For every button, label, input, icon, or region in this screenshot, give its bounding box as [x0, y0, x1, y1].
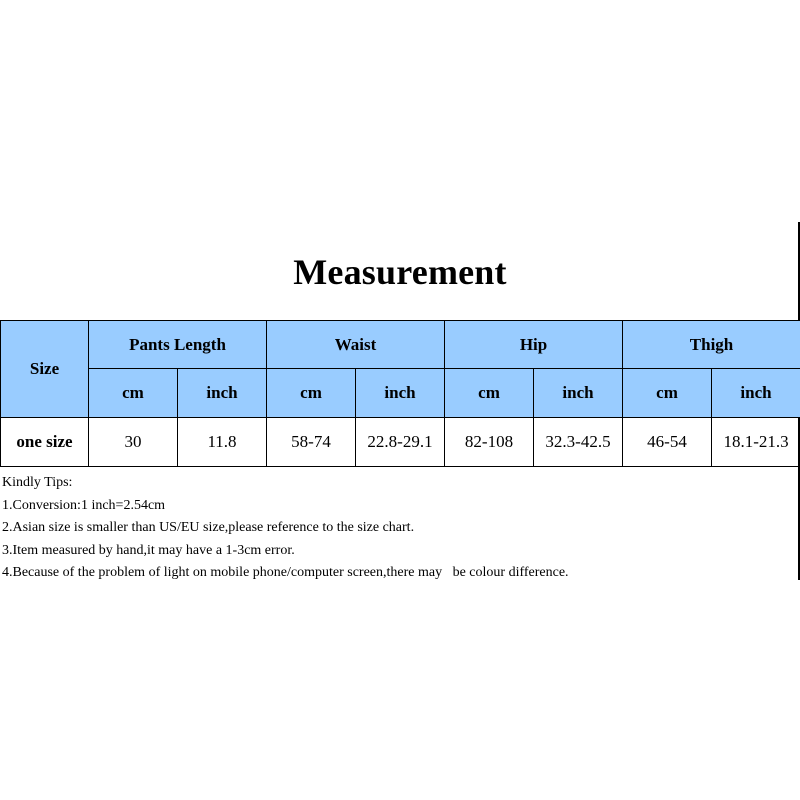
table-cell: 82-108	[445, 418, 534, 467]
table-cell: 46-54	[623, 418, 712, 467]
row-label: one size	[1, 418, 89, 467]
table-cell: 32.3-42.5	[534, 418, 623, 467]
tip-item: 1.Conversion:1 inch=2.54cm	[2, 497, 166, 513]
unit-header: inch	[712, 369, 800, 418]
unit-header: cm	[267, 369, 356, 418]
kindly-tips	[2, 472, 792, 585]
size-header: Size	[1, 321, 89, 418]
tips-heading: Kindly Tips:	[2, 475, 73, 490]
group-header-pants-length: Pants Length	[89, 321, 267, 369]
table-cell: 30	[89, 418, 178, 467]
table-row	[1, 418, 800, 467]
page-title: Measurement	[293, 252, 507, 292]
table-cell: 58-74	[267, 418, 356, 467]
table-cell: 18.1-21.3	[712, 418, 800, 467]
unit-header: cm	[623, 369, 712, 418]
unit-header: cm	[445, 369, 534, 418]
table-cell: 22.8-29.1	[356, 418, 445, 467]
size-chart-table	[0, 320, 800, 467]
tip-item: 2.Asian size is smaller than US/EU size,please reference to the size chart.	[2, 520, 415, 535]
tip-item: 3.Item measured by hand,it may have a 1-3cm error.	[2, 542, 295, 558]
group-header-waist: Waist	[267, 321, 445, 369]
group-header-thigh: Thigh	[623, 321, 800, 369]
group-header-hip: Hip	[445, 321, 623, 369]
unit-header: inch	[178, 369, 267, 418]
table-cell: 11.8	[178, 418, 267, 467]
unit-header: inch	[356, 369, 445, 418]
header-row-groups	[1, 321, 800, 369]
unit-header: inch	[534, 369, 623, 418]
tip-item: 4.Because of the problem of light on mobile phone/computer screen,there may be colour difference.	[2, 565, 569, 580]
unit-header: cm	[89, 369, 178, 418]
header-row-units	[1, 369, 800, 418]
